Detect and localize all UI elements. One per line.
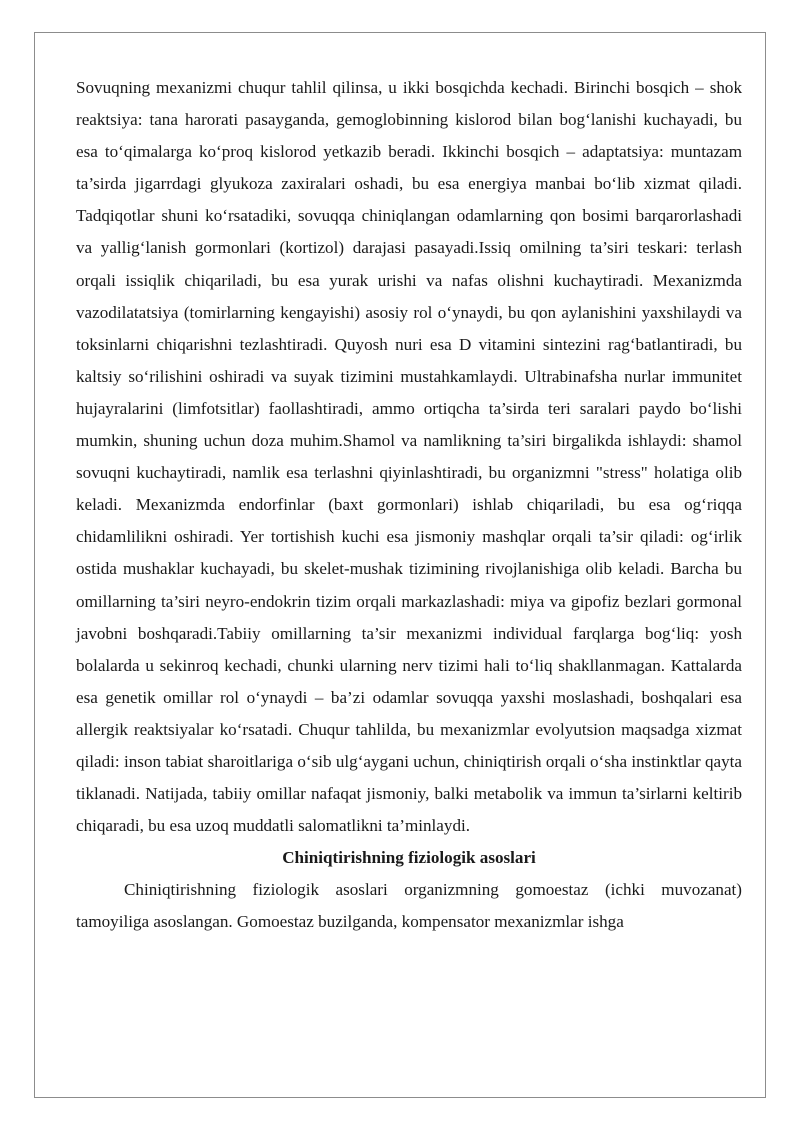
- section-heading: Chiniqtirishning fiziologik asoslari: [282, 848, 536, 868]
- body-paragraph: Sovuqning mexanizmi chuqur tahlil qilinsa, u ikki bosqichda kechadi. Birinchi bosqich – shok reaktsiya: tana harorati pasayganda, gemoglobinning kislorod bilan bog‘lanishi kuchayadi, bu esa to‘qimalarga ko‘proq kislorod yetkazib beradi. Ikkinchi bosqich – adaptatsiya: muntazam ta’sirda jigarrdagi glyukoza zaxiralari oshadi, bu esa energiya manbai bo‘lib xizmat qiladi. Tadqiqotlar shuni ko‘rsatadiki, sovuqqa chiniqlangan odamlarning qon bosimi barqarorlashadi va yallig‘lanish gormonlari (kortizol) darajasi pasayadi.Issiq omilning ta’siri teskari: terlash orqali issiqlik chiqariladi, bu esa yurak urishi va nafas olishni kuchaytiradi. Mexanizmda vazodilatatsiya (tomirlarning kengayishi) asosiy rol o‘ynaydi, bu qon aylanishini yaxshilaydi va toksinlarni chiqarishni tezlashtiradi. Quyosh nuri esa D vitamini sintezini rag‘batlantiradi, bu kaltsiy so‘rilishini oshiradi va suyak tizimini mustahkamlaydi. Ultrabinafsha nurlar immunitet hujayralarini (limfotsitlar) faollashtiradi, ammo ortiqcha ta’sirda teri saralari paydo bo‘lishi mumkin, shuning uchun doza muhim.Shamol va namlikning ta’siri birgalikda ishlaydi: shamol sovuqni kuchaytiradi, namlik esa terlashni qiyinlashtiradi, bu organizmni "stress" holatiga olib keladi. Mexanizmda endorfinlar (baxt gormonlari) ishlab chiqariladi, bu esa og‘riqqa chidamlilikni oshiradi. Yer tortishish kuchi esa jismoniy mashqlar orqali ta’sir qiladi: og‘irlik ostida mushaklar kuchayadi, bu skelet-mushak tizimining rivojlanishiga olib keladi. Barcha bu omillarning ta’siri neyro-endokrin tizim orqali markazlashadi: miya va gipofiz bezlari gormonal javobni boshqaradi.Tabiiy omillarning ta’sir mexanizmi individual farqlarga bog‘liq: yosh bolalarda u sekinroq kechadi, chunki ularning nerv tizimi hali to‘liq shakllanmagan. Kattalarda esa genetik omillar rol o‘ynaydi – ba’zi odamlar sovuqqa yaxshi moslashadi, boshqalari esa allergik reaktsiyalar ko‘rsatadi. Chuqur tahlilda, bu mexanizmlar evolyutsion maqsadga xizmat qiladi: inson tabiat sharoitlariga o‘sib ulg‘aygani uchun, chiniqtirish orqali o‘sha instinktlar qayta tiklanadi. Natijada, tabiiy omillar nafaqat jismoniy, balki metabolik va immun ta’sirlarni keltirib chiqaradi, bu esa uzoq muddatli salomatlikni ta’minlaydi.: [76, 78, 742, 836]
- body-paragraph-continued: Chiniqtirishning fiziologik asoslari organizmning gomoestaz (ichki muvozanat) tamoyiliga asoslangan. Gomoestaz buzilganda, kompensator mexanizmlar ishga: [76, 880, 742, 932]
- document-body: [76, 72, 742, 939]
